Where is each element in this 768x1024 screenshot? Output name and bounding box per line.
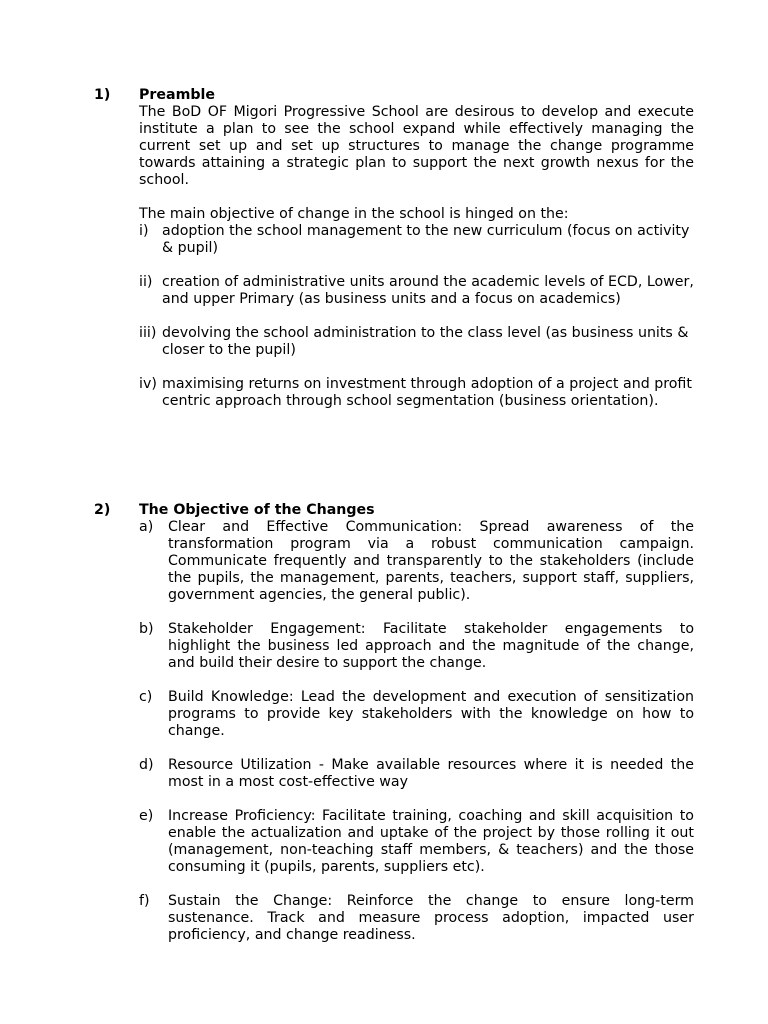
list-marker: e) <box>139 808 154 824</box>
list-item-text: adoption the school management to the new curriculum (focus on activity & pupil) <box>162 223 690 256</box>
list-marker: a) <box>139 519 154 535</box>
list-item-text: Build Knowledge: Lead the development and execution of sensitization programs to provide key stakeholders with the knowledge on how to change. <box>168 689 694 739</box>
section-title: The Objective of the Changes <box>139 502 375 518</box>
list-marker: d) <box>139 757 154 773</box>
list-item-text: creation of administrative units around the academic levels of ECD, Lower, and upper Primary (as business units and a focus on academics) <box>162 274 694 307</box>
list-marker: iv) <box>139 376 157 392</box>
list-item <box>139 223 694 257</box>
section-title: Preamble <box>139 87 216 103</box>
objective-lead: The main objective of change in the school is hinged on the: <box>139 206 569 222</box>
list-item-text: Sustain the Change: Reinforce the change to ensure long-term sustenance. Track and measure process adoption, impacted user proficiency, and change readiness. <box>168 893 694 943</box>
objectives-body <box>139 502 694 944</box>
list-item <box>139 893 694 944</box>
list-marker: i) <box>139 223 149 239</box>
list-item <box>139 274 694 308</box>
preamble-intro: The BoD OF Migori Progressive School are desirous to develop and execute institute a plan to see the school expand while effectively managing the current set up and set up structures to manage the change programme towards attaining a strategic plan to support the next growth nexus for the school. <box>139 104 694 188</box>
list-item <box>139 376 694 410</box>
list-item <box>139 757 694 791</box>
list-item <box>139 519 694 604</box>
section-number: 1) <box>94 87 111 103</box>
list-marker: c) <box>139 689 153 705</box>
preamble-body <box>139 87 694 410</box>
list-item-text: Increase Proficiency: Facilitate training, coaching and skill acquisition to enable the actualization and uptake of the project by those rolling it out (management, non-teaching staff members, & teachers) and the those consuming it (pupils, parents, suppliers etc). <box>168 808 694 875</box>
list-marker: iii) <box>139 325 157 341</box>
list-item-text: Resource Utilization - Make available resources where it is needed the most in a most cost-effective way <box>168 757 694 790</box>
list-item <box>139 808 694 876</box>
list-item-text: Stakeholder Engagement: Facilitate stakeholder engagements to highlight the business led approach and the magnitude of the change, and build their desire to support the change. <box>168 621 694 671</box>
list-item <box>139 689 694 740</box>
list-item-text: devolving the school administration to the class level (as business units & closer to the pupil) <box>162 325 689 358</box>
list-item <box>139 325 694 359</box>
section-number: 2) <box>94 502 111 518</box>
list-marker: ii) <box>139 274 153 290</box>
list-marker: f) <box>139 893 150 909</box>
list-item-text: Clear and Effective Communication: Spread awareness of the transformation program via a robust communication campaign. Communicate frequently and transparently to the stakeholders (include the pupils, the management, parents, teachers, support staff, suppliers, government agencies, the general public). <box>168 519 694 603</box>
list-item <box>139 621 694 672</box>
list-item-text: maximising returns on investment through adoption of a project and profit centric approach through school segmentation (business orientation). <box>162 376 692 409</box>
list-marker: b) <box>139 621 154 637</box>
